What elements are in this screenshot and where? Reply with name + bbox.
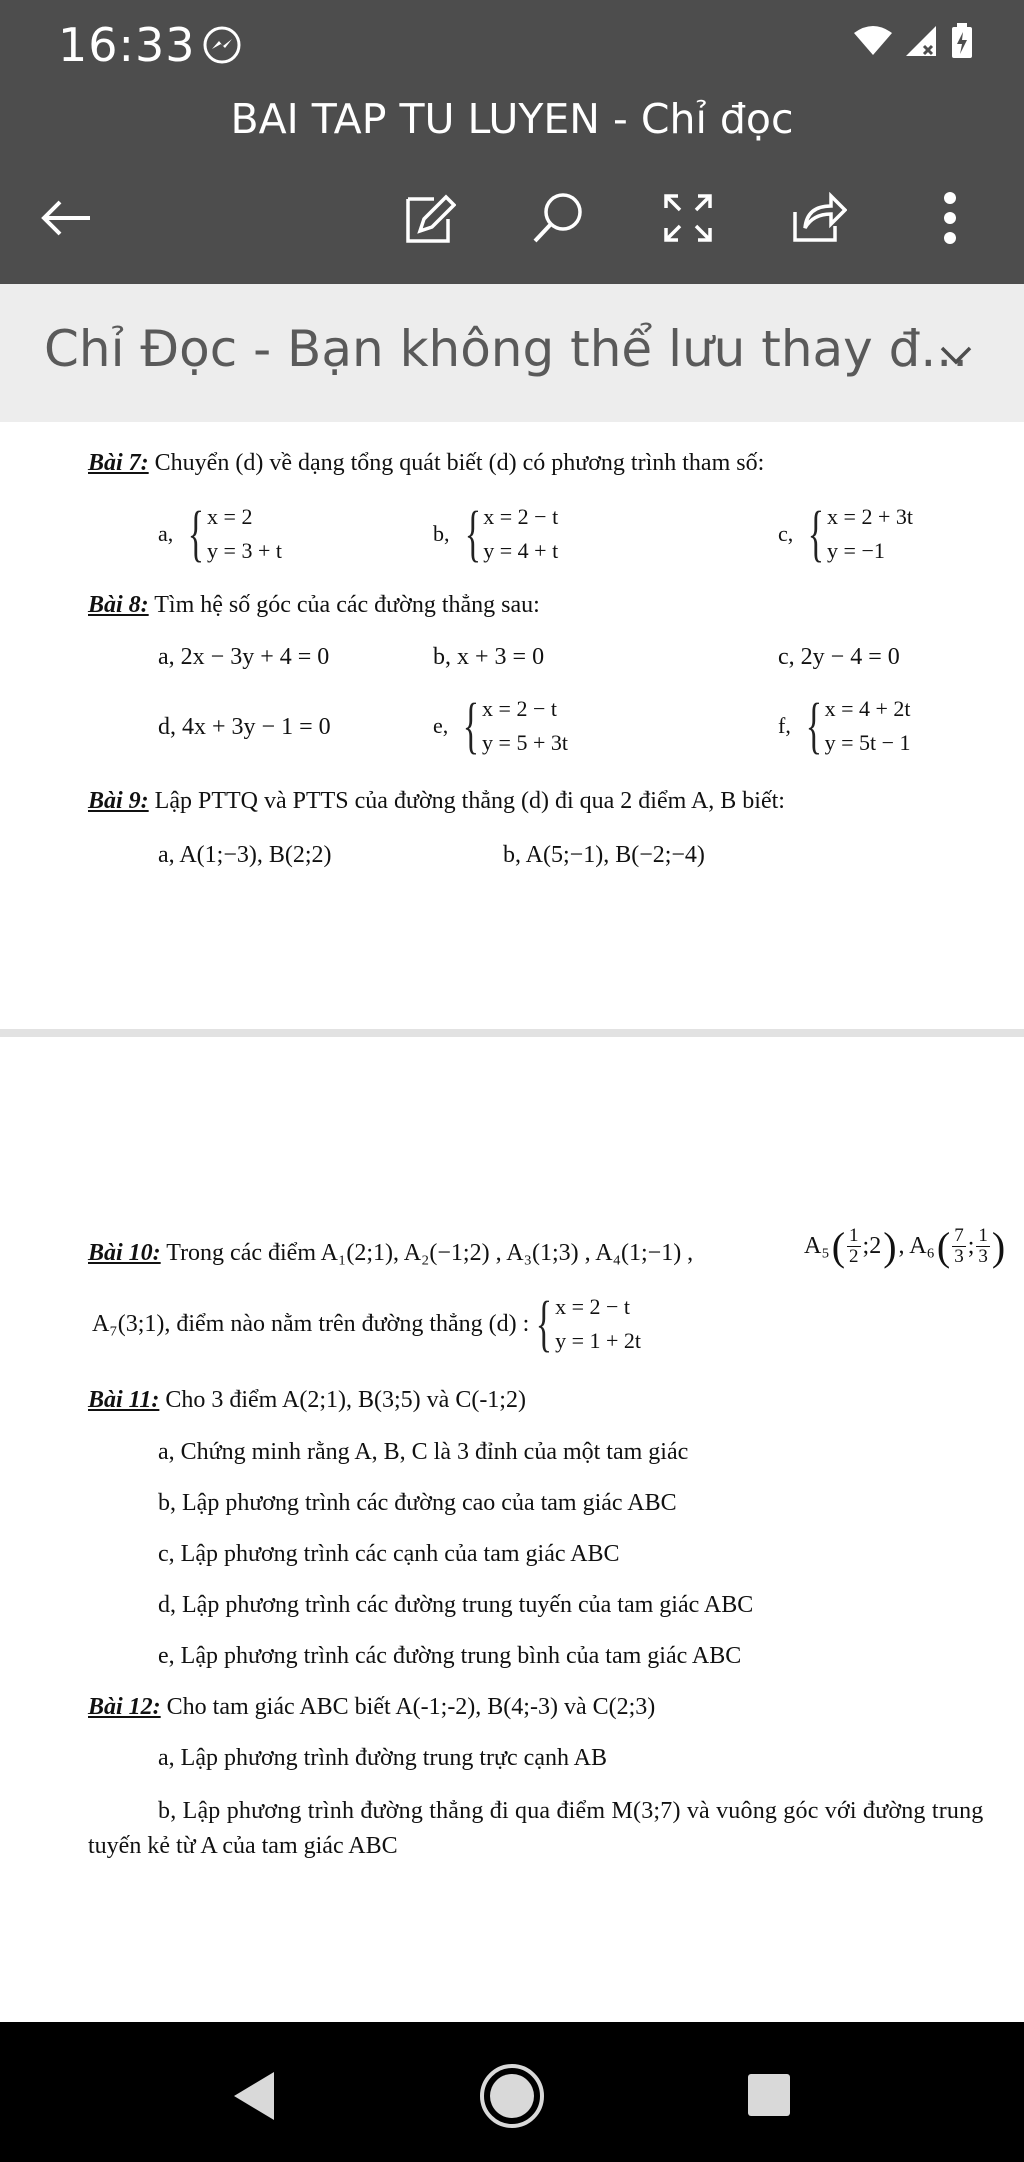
share-button[interactable] [787, 186, 851, 250]
page-separator [0, 1029, 1024, 1037]
wifi-icon [852, 25, 894, 57]
eq-line: x = 2 − t [555, 1294, 630, 1319]
banner-text: Chỉ Đọc - Bạn không thể lưu thay đ... [44, 320, 969, 378]
status-time: 16:33 [58, 18, 196, 72]
a5-label: A₅ [804, 1233, 830, 1259]
share-icon [791, 192, 847, 244]
a5-post: ;2 [862, 1233, 882, 1259]
app-bar [0, 0, 1024, 284]
eq-line: y = −1 [827, 538, 885, 563]
bai11-line [88, 1387, 526, 1414]
bai8-text: Tìm hệ số góc của các đường thẳng sau: [154, 592, 540, 618]
eq-line: x = 2 + 3t [827, 504, 913, 529]
chevron-down-icon[interactable] [928, 326, 984, 382]
bai9-line [88, 788, 785, 815]
eq-line: x = 2 [207, 504, 253, 529]
bai10-a5-a6: A₅ ( $\frac{1}{2}$ ;2 ) , A₆ ( $\frac{7}{3}$ ; $\frac{1}{3}$ ) [804, 1224, 1006, 1269]
more-options-button[interactable] [918, 186, 982, 250]
item-tag: f, [778, 713, 791, 738]
eq-line: x = 2 − t [483, 504, 559, 529]
bai11-item-e: e, Lập phương trình các đường trung bình của tam giác ABC [158, 1643, 742, 1669]
nav-home-icon[interactable] [478, 2062, 546, 2130]
back-button[interactable] [34, 186, 98, 250]
bai8-b: b, x + 3 = 0 [433, 644, 545, 670]
eq-line: y = 3 + t [207, 538, 282, 563]
fullscreen-icon [662, 192, 714, 244]
eq-line: x = 2 − t [482, 696, 557, 721]
bai10-line [88, 1240, 693, 1267]
bai8-c: c, 2y − 4 = 0 [778, 644, 900, 670]
a6-label: , A₆ [898, 1233, 935, 1259]
document-title: BAI TAP TU LUYEN - Chỉ đọc [230, 95, 794, 143]
bai12-item-b: b, Lập phương trình đường thẳng đi qua điểm M(3;7) và vuông góc với đường trung [158, 1798, 984, 1824]
bai12-item-b-cont: tuyến kẻ từ A của tam giác ABC [88, 1833, 398, 1859]
eq-line: y = 4 + t [483, 538, 559, 563]
bai12-label: Bài 12: [88, 1694, 161, 1720]
bai11-item-b: b, Lập phương trình các đường cao của tam giác ABC [158, 1490, 677, 1516]
bai11-label: Bài 11: [88, 1387, 160, 1413]
page-2 [0, 1037, 1024, 2022]
back-arrow-icon [38, 198, 94, 238]
bai10-text: Trong các điểm A₁(2;1), A₂(−1;2) , A₃(1;3) , A₄(1;−1) , [166, 1240, 694, 1266]
item-tag: a, [158, 521, 174, 546]
search-icon [531, 191, 585, 245]
bai9-text: Lập PTTQ và PTTS của đường thẳng (d) đi qua 2 điểm A, B biết: [154, 788, 785, 814]
eq-line: y = 5 + 3t [482, 730, 568, 755]
bai12-item-a: a, Lập phương trình đường trung trực cạnh AB [158, 1745, 607, 1771]
item-tag: b, [433, 521, 450, 546]
bai7-item-c: c, { x = 2 + 3t y = −1 [778, 500, 913, 568]
system-nav-bar [0, 2022, 1024, 2162]
bai8-e: e, { x = 2 − t y = 5 + 3t [433, 692, 568, 760]
bai9-b: b, A(5;−1), B(−2;−4) [503, 842, 705, 868]
nav-recents-icon[interactable] [746, 2072, 792, 2118]
search-button[interactable] [526, 186, 590, 250]
messenger-icon [202, 25, 242, 65]
fraction: $\frac{7}{3}$ [954, 1225, 964, 1267]
bai11-item-d: d, Lập phương trình các đường trung tuyến của tam giác ABC [158, 1592, 754, 1618]
fraction: $\frac{1}{3}$ [978, 1225, 988, 1267]
item-tag: e, [433, 713, 449, 738]
bai12-line [88, 1694, 655, 1721]
bai11-item-c: c, Lập phương trình các cạnh của tam giác ABC [158, 1541, 620, 1567]
bai9-a: a, A(1;−3), B(2;2) [158, 842, 332, 868]
more-icon [942, 192, 958, 244]
read-only-banner[interactable] [0, 284, 1024, 423]
bai9-label: Bài 9: [88, 788, 149, 814]
eq-line: y = 5t − 1 [824, 730, 911, 755]
bai11-item-a: a, Chứng minh rằng A, B, C là 3 đỉnh của một tam giác [158, 1439, 689, 1465]
page-1 [0, 422, 1024, 1029]
edit-icon [404, 191, 456, 245]
fullscreen-button[interactable] [656, 186, 720, 250]
signal-icon [904, 24, 940, 58]
bai7-item-a: a, { x = 2 y = 3 + t [158, 500, 282, 568]
fraction: $\frac{1}{2}$ [849, 1225, 859, 1267]
battery-icon [950, 22, 974, 60]
edit-button[interactable] [398, 186, 462, 250]
bai8-a: a, 2x − 3y + 4 = 0 [158, 644, 330, 670]
bai8-line [88, 592, 540, 619]
nav-back-icon[interactable] [228, 2068, 278, 2124]
bai8-label: Bài 8: [88, 592, 149, 618]
document-view[interactable] [0, 422, 1024, 2022]
bai10-line2: A₇(3;1), điểm nào nằm trên đường thẳng (d) : { x = 2 − t y = 1 + 2t [92, 1290, 641, 1358]
eq-line: x = 4 + 2t [824, 696, 911, 721]
bai7-item-b: b, { x = 2 − t y = 4 + t [433, 500, 559, 568]
status-icons [852, 22, 974, 60]
bai11-text: Cho 3 điểm A(2;1), B(3;5) và C(-1;2) [165, 1387, 526, 1413]
bai10-label: Bài 10: [88, 1240, 161, 1266]
bai8-f: f, { x = 4 + 2t y = 5t − 1 [778, 692, 911, 760]
bai10-line2-text: A₇(3;1), điểm nào nằm trên đường thẳng (d) : [92, 1310, 530, 1337]
bai7-line [88, 450, 764, 477]
bai7-text: Chuyển (d) về dạng tổng quát biết (d) có phương trình tham số: [154, 450, 765, 476]
bai8-d: d, 4x + 3y − 1 = 0 [158, 714, 331, 740]
eq-line: y = 1 + 2t [555, 1328, 641, 1353]
item-tag: c, [778, 521, 794, 546]
bai7-label: Bài 7: [88, 450, 149, 476]
bai12-text: Cho tam giác ABC biết A(-1;-2), B(4;-3) và C(2;3) [166, 1694, 656, 1720]
